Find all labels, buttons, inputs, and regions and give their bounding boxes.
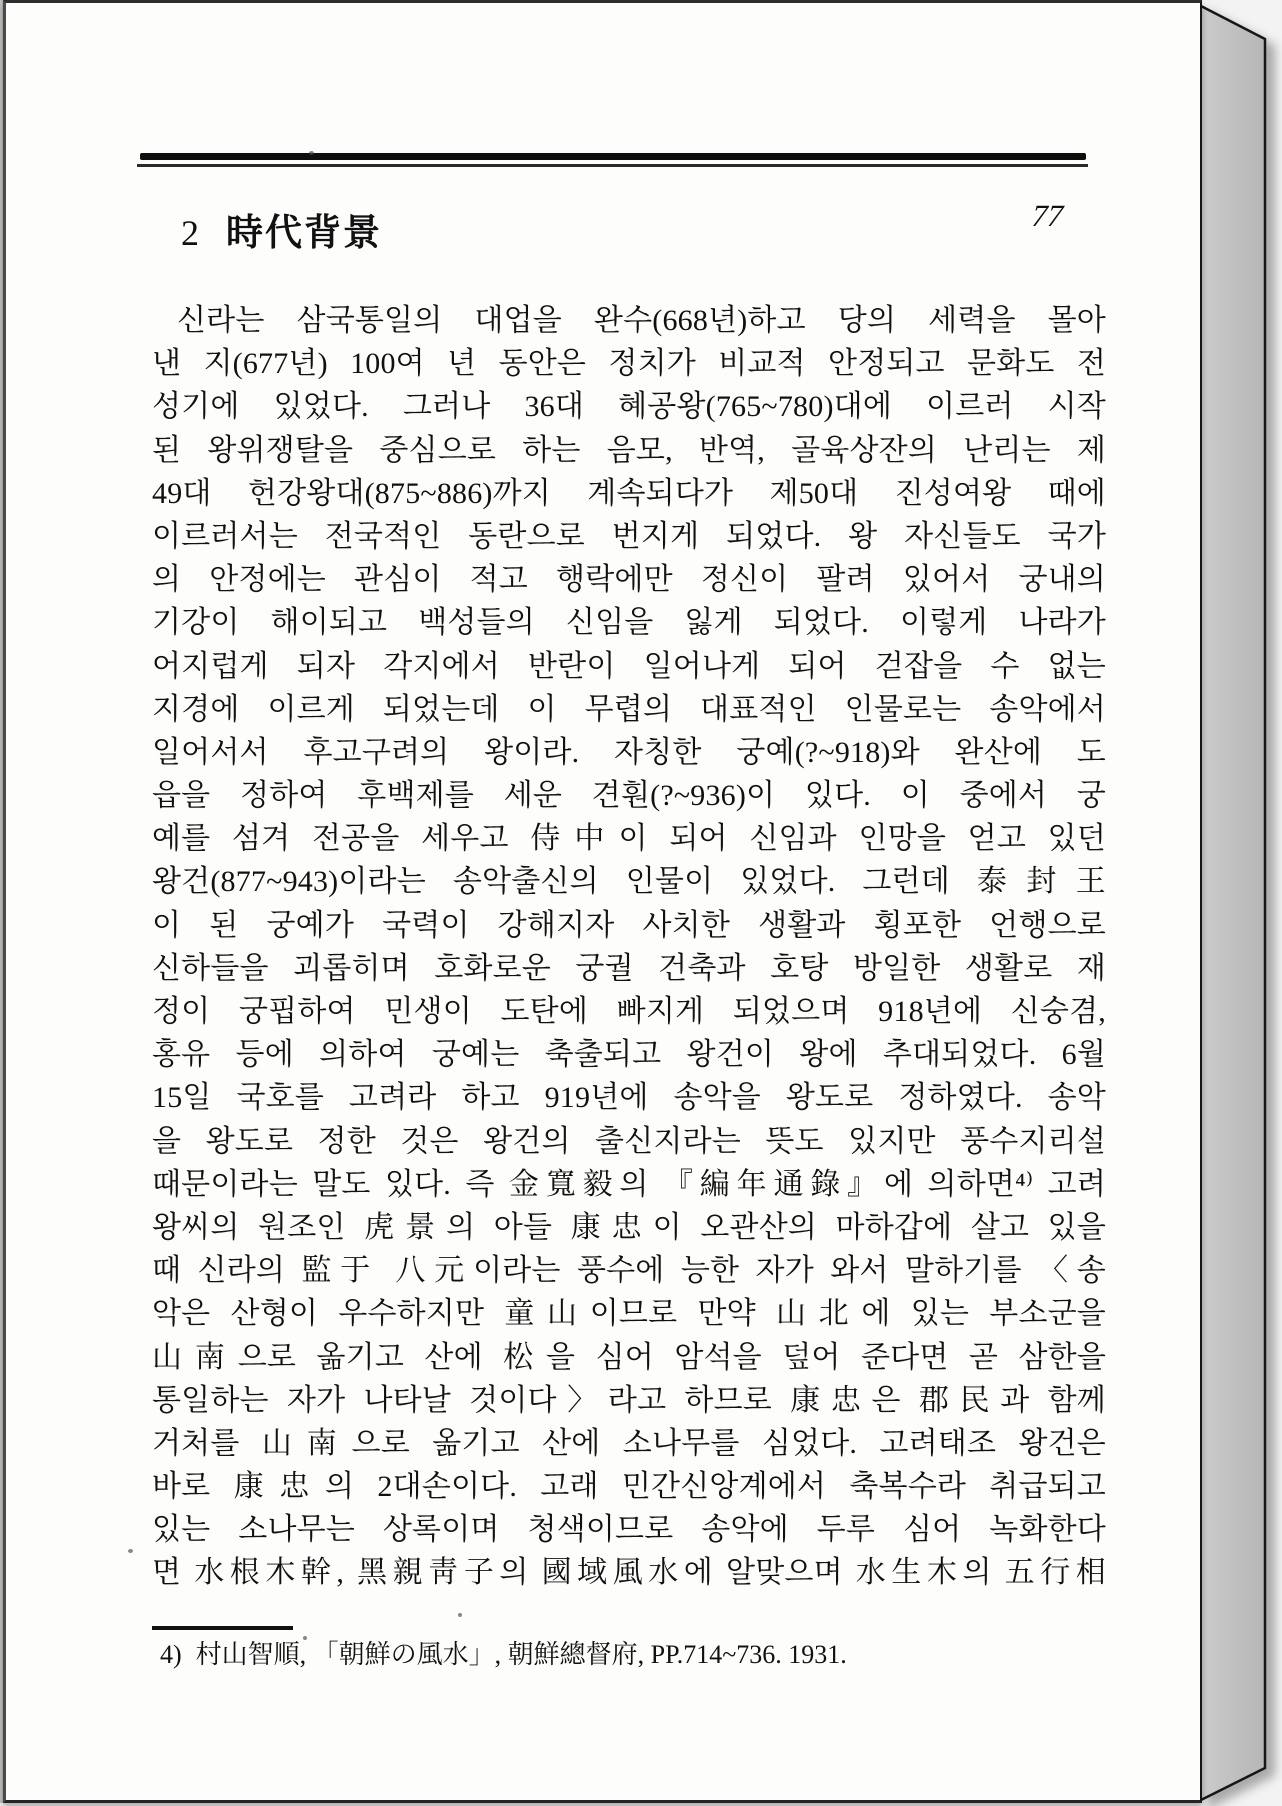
body-line: 을 왕도로 정한 것은 왕건의 출신지라는 뜻도 있지만 풍수지리설 — [152, 1124, 1106, 1158]
body-line: 어지럽게 되자 각지에서 반란이 일어나게 되어 걷잡을 수 없는 — [152, 649, 1106, 683]
body-line: 읍을 정하여 후백제를 세운 견훤(?~936)이 있다. 이 중에서 궁 — [152, 779, 1106, 813]
body-line: 있는 소나무는 상록이며 청색이므로 송악에 두루 심어 녹화한다 — [152, 1513, 1106, 1547]
chapter-number: 2 — [181, 213, 199, 253]
body-line: 왕건(877~943)이라는 송악출신의 인물이 있었다. 그런데 泰封王 — [152, 865, 1106, 899]
body-line: 왕씨의 원조인 虎景의 아들 康忠이 오관산의 마하갑에 살고 있을 — [152, 1210, 1106, 1244]
body-line: 지경에 이르게 되었는데 이 무렵의 대표적인 인물로는 송악에서 — [152, 692, 1106, 726]
footnote-marker: 4) — [160, 1640, 182, 1669]
body-line: 신라는 삼국통일의 대업을 완수(668년)하고 당의 세력을 몰아 — [177, 304, 1106, 337]
body-line: 의 안정에는 관심이 적고 행락에만 정신이 팔려 있어서 궁내의 — [152, 563, 1106, 597]
body-line: 통일하는 자가 나타날 것이다〉라고 하므로 康忠은 郡民과 함께 — [152, 1383, 1106, 1417]
body-line: 된 왕위쟁탈을 중심으로 하는 음모, 반역, 골육상잔의 난리는 제 — [152, 433, 1106, 467]
scan-noise-speck — [303, 1636, 307, 1640]
body-line: 낸 지(677년) 100여 년 동안은 정치가 비교적 안정되고 문화도 전 — [152, 347, 1106, 381]
scan-noise-speck — [309, 151, 314, 155]
body-line: 이 된 궁예가 국력이 강해지자 사치한 생활과 횡포한 언행으로 — [152, 908, 1106, 942]
body-line: 악은 산형이 우수하지만 童山이므로 만약 山北에 있는 부소군을 — [152, 1297, 1106, 1331]
chapter-heading — [181, 202, 382, 256]
body-line: 때문이라는 말도 있다. 즉 金寬毅의 『編年通錄』에 의하면⁴⁾ 고려 — [152, 1167, 1106, 1201]
header-rule-thick — [140, 153, 1086, 160]
body-line: 49대 헌강왕대(875~886)까지 계속되다가 제50대 진성여왕 때에 — [152, 476, 1106, 510]
body-line: 15일 국호를 고려라 하고 919년에 송악을 왕도로 정하였다. 송악 — [152, 1081, 1106, 1115]
body-text — [152, 299, 1106, 1595]
page-edge-side — [1199, 5, 1265, 1801]
body-line: 山南으로 옮기고 산에 松을 심어 암석을 덮어 준다면 곧 삼한을 — [152, 1340, 1106, 1374]
body-line: 거처를 山南으로 옮기고 산에 소나무를 심었다. 고려태조 왕건은 — [152, 1426, 1106, 1460]
footnote — [160, 1639, 960, 1671]
scan-border-left — [0, 0, 2, 1803]
body-line: 기강이 해이되고 백성들의 신임을 잃게 되었다. 이렇게 나라가 — [152, 606, 1106, 640]
body-line: 면 水根木幹, 黑親靑子의 國域風水에 알맞으며 水生木의 五行相 — [152, 1556, 1106, 1590]
body-line: 예를 섬겨 전공을 세우고 侍中이 되어 신임과 인망을 얻고 있던 — [152, 822, 1106, 856]
footnote-text: 村山智順, 「朝鮮の風水」, 朝鮮總督府, PP.714~736. 1931. — [195, 1640, 847, 1669]
body-line: 신하들을 괴롭히며 호화로운 궁궐 건축과 호탕 방일한 생활로 재 — [152, 951, 1106, 985]
body-line: 일어서서 후고구려의 왕이라. 자칭한 궁예(?~918)와 완산에 도 — [152, 735, 1106, 769]
body-line: 때 신라의 監于 八元이라는 풍수에 능한 자가 와서 말하기를 〈송 — [152, 1254, 1106, 1288]
body-line: 바로 康忠의 2대손이다. 고래 민간신앙계에서 축복수라 취급되고 — [152, 1470, 1106, 1504]
footnote-separator — [152, 1626, 293, 1630]
body-line: 정이 궁핍하여 민생이 도탄에 빠지게 되었으며 918년에 신숭겸, — [152, 995, 1106, 1028]
scan-noise-speck — [458, 1613, 462, 1617]
body-line: 홍유 등에 의하여 궁예는 축출되고 왕건이 왕에 추대되었다. 6월 — [152, 1038, 1106, 1072]
page-number: 77 — [1030, 198, 1065, 233]
body-line: 성기에 있었다. 그러나 36대 혜공왕(765~780)대에 이르러 시작 — [152, 390, 1106, 424]
chapter-title: 時代背景 — [226, 213, 382, 254]
scan-noise-speck — [128, 1549, 133, 1553]
body-line: 이르러서는 전국적인 동란으로 번지게 되었다. 왕 자신들도 국가 — [152, 519, 1106, 553]
header-rule-thin — [137, 164, 1088, 167]
